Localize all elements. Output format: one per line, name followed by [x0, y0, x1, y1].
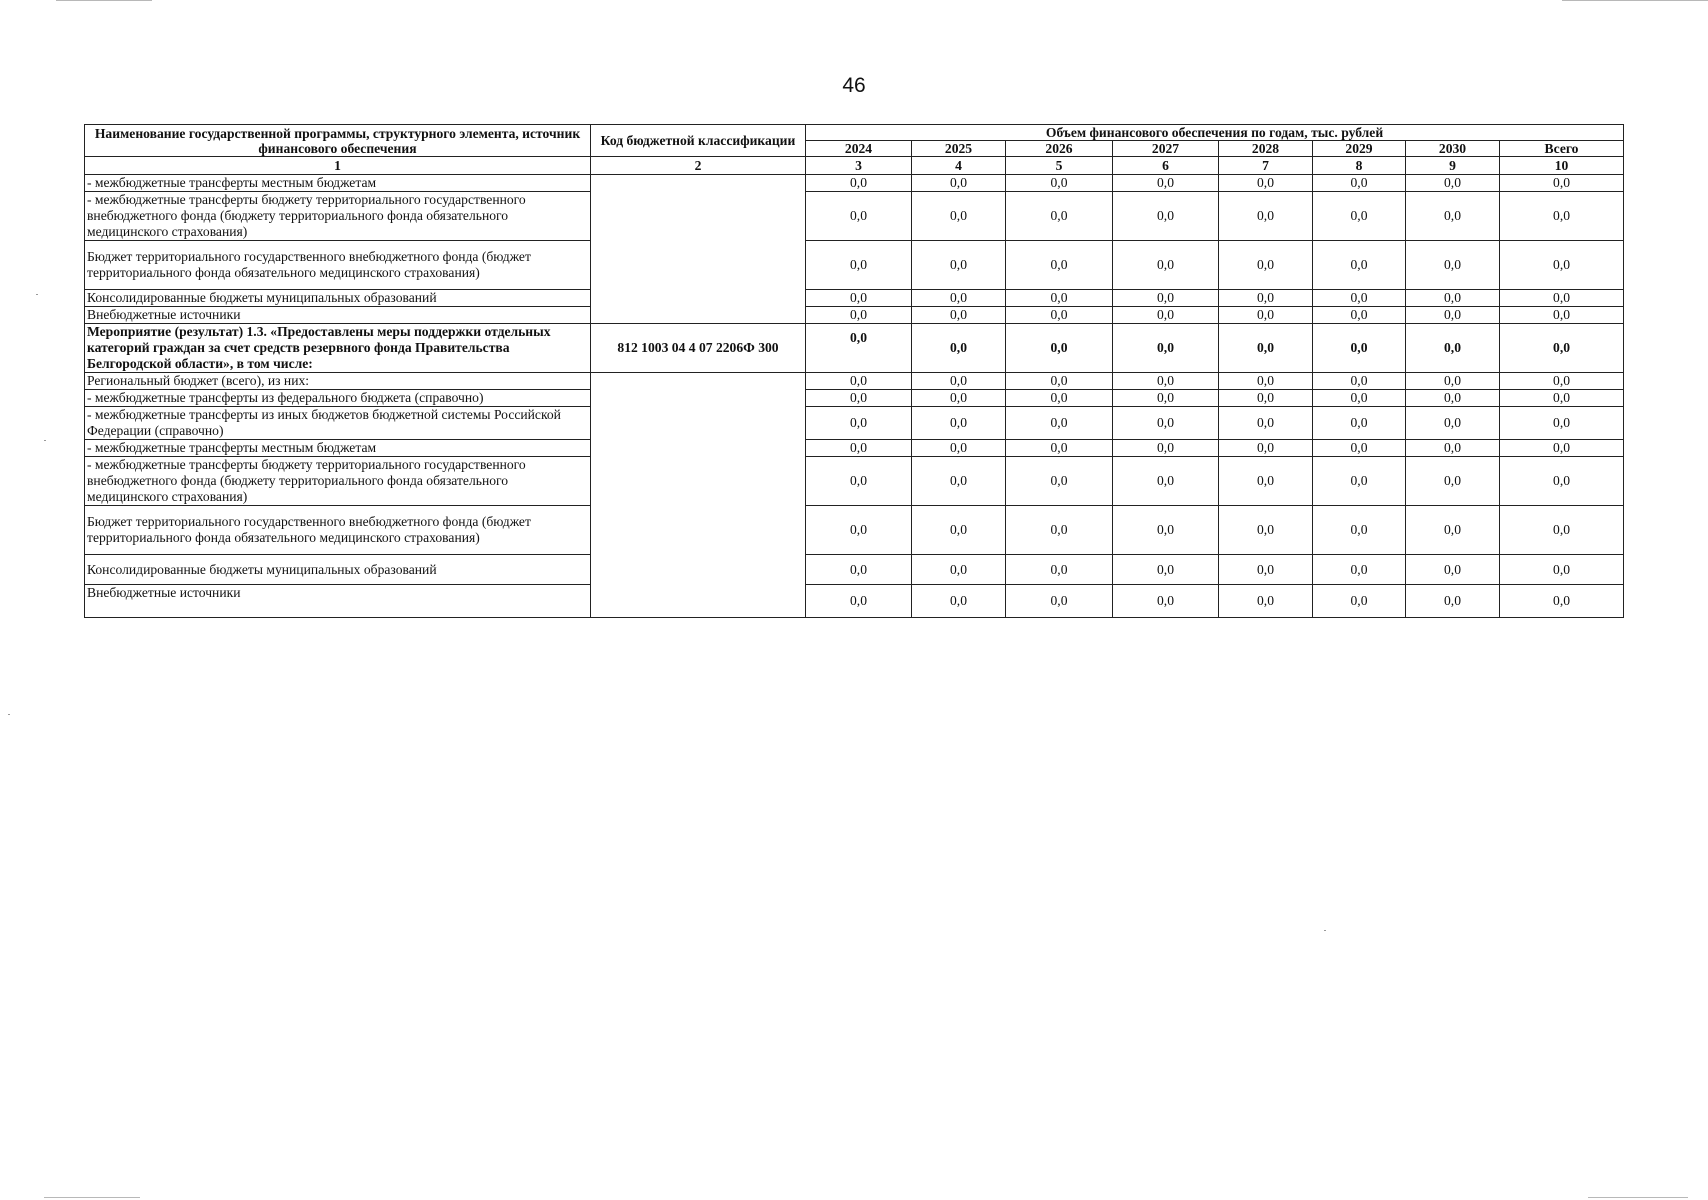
row-year-value: 0,0: [1006, 390, 1113, 407]
row-year-value: 0,0: [1406, 192, 1500, 241]
header-year: 2028: [1219, 141, 1313, 157]
row-year-value: 0,0: [912, 241, 1006, 290]
header-code: Код бюджетной классификации: [591, 125, 806, 157]
row-year-value: 0,0: [806, 241, 912, 290]
row-year-value: 0,0: [1006, 241, 1113, 290]
table-row: [85, 192, 1624, 241]
row-year-value: 0,0: [1406, 175, 1500, 192]
row-year-value: 0,0: [1219, 373, 1313, 390]
row-year-value: 0,0: [806, 290, 912, 307]
row-year-value: 0,0: [1406, 290, 1500, 307]
row-year-value: 0,0: [1313, 307, 1406, 324]
row-name: - межбюджетные трансферты местным бюджетам: [85, 175, 591, 192]
row-year-value: 0,0: [1219, 175, 1313, 192]
row-year-value: 0,0: [1006, 585, 1113, 618]
row-year-value: 0,0: [1219, 440, 1313, 457]
row-year-value: 0,0: [1313, 390, 1406, 407]
header-name: Наименование государственной программы, структурного элемента, источник финансового обеспечения: [85, 125, 591, 157]
row-year-value: 0,0: [1006, 373, 1113, 390]
row-year-value: 0,0: [806, 307, 912, 324]
row-year-value: 0,0: [1406, 241, 1500, 290]
table-row: [85, 585, 1624, 618]
row-year-value: 0,0: [806, 506, 912, 555]
row-year-value: 0,0: [1219, 324, 1313, 373]
row-year-value: 0,0: [1113, 307, 1219, 324]
row-year-value: 0,0: [912, 440, 1006, 457]
row-year-value: 0,0: [1406, 506, 1500, 555]
row-year-value: 0,0: [1406, 373, 1500, 390]
row-year-value: 0,0: [1113, 192, 1219, 241]
scan-edge-line: [1588, 1197, 1688, 1198]
row-year-value: 0,0: [806, 390, 912, 407]
scan-speck: [8, 714, 10, 715]
table-row: [85, 457, 1624, 506]
row-budget-code-empty: [591, 373, 806, 618]
row-total: 0,0: [1500, 192, 1624, 241]
row-year-value: 0,0: [1219, 585, 1313, 618]
row-year-value: 0,0: [1006, 307, 1113, 324]
row-year-value: 0,0: [1006, 192, 1113, 241]
row-year-value: 0,0: [912, 192, 1006, 241]
row-year-value: 0,0: [1113, 175, 1219, 192]
header-total: Всего: [1500, 141, 1624, 157]
row-year-value: 0,0: [1313, 373, 1406, 390]
row-name: Бюджет территориального государственного внебюджетного фонда (бюджет территориального фонда обязательного медицинского страхования): [85, 506, 591, 555]
row-year-value: 0,0: [1006, 555, 1113, 585]
table-row: [85, 290, 1624, 307]
row-year-value: 0,0: [1313, 585, 1406, 618]
row-year-value: 0,0: [1113, 290, 1219, 307]
row-name: Бюджет территориального государственного внебюджетного фонда (бюджет территориального фонда обязательного медицинского страхования): [85, 241, 591, 290]
row-year-value: 0,0: [1006, 457, 1113, 506]
row-year-value: 0,0: [806, 373, 912, 390]
header-index: 7: [1219, 157, 1313, 175]
header-year: 2025: [912, 141, 1006, 157]
row-year-value: 0,0: [1313, 175, 1406, 192]
header-index: 1: [85, 157, 591, 175]
row-total: 0,0: [1500, 390, 1624, 407]
header-index: 8: [1313, 157, 1406, 175]
row-year-value: 0,0: [1219, 192, 1313, 241]
row-year-value: 0,0: [1006, 506, 1113, 555]
row-year-value: 0,0: [806, 440, 912, 457]
row-year-value: 0,0: [1113, 390, 1219, 407]
row-year-value: 0,0: [912, 307, 1006, 324]
table-row: [85, 241, 1624, 290]
row-year-value: 0,0: [1113, 373, 1219, 390]
scan-edge-line: [44, 1197, 140, 1198]
row-total: 0,0: [1500, 585, 1624, 618]
row-year-value: 0,0: [1406, 407, 1500, 440]
row-year-value: 0,0: [806, 585, 912, 618]
header-index: 4: [912, 157, 1006, 175]
row-year-value: 0,0: [912, 407, 1006, 440]
row-year-value: 0,0: [1219, 390, 1313, 407]
row-year-value: 0,0: [1406, 307, 1500, 324]
table-row: [85, 324, 1624, 373]
row-year-value: 0,0: [1219, 241, 1313, 290]
header-year: 2026: [1006, 141, 1113, 157]
row-year-value: 0,0: [1006, 324, 1113, 373]
row-year-value: 0,0: [1313, 440, 1406, 457]
row-name: - межбюджетные трансферты из иных бюджетов бюджетной системы Российской Федерации (справочно): [85, 407, 591, 440]
row-year-value: 0,0: [1313, 506, 1406, 555]
table-row: [85, 390, 1624, 407]
row-year-value: 0,0: [1313, 407, 1406, 440]
row-year-value: 0,0: [1406, 390, 1500, 407]
table-body: [85, 175, 1624, 618]
row-year-value: 0,0: [912, 555, 1006, 585]
row-year-value: 0,0: [912, 290, 1006, 307]
row-year-value: 0,0: [1219, 290, 1313, 307]
row-year-value: 0,0: [1406, 555, 1500, 585]
financing-table: [84, 124, 1624, 618]
row-name: Внебюджетные источники: [85, 585, 591, 618]
scan-speck: [44, 440, 46, 441]
row-year-value: 0,0: [806, 192, 912, 241]
row-name: Внебюджетные источники: [85, 307, 591, 324]
row-name: - межбюджетные трансферты из федерального бюджета (справочно): [85, 390, 591, 407]
row-year-value: 0,0: [1113, 440, 1219, 457]
table-header: [85, 125, 1624, 175]
row-year-value: 0,0: [1006, 440, 1113, 457]
row-year-value: 0,0: [912, 457, 1006, 506]
row-total: 0,0: [1500, 373, 1624, 390]
row-year-value: 0,0: [912, 585, 1006, 618]
row-total: 0,0: [1500, 241, 1624, 290]
row-name: - межбюджетные трансферты бюджету территориального государственного внебюджетного фонда (бюджету территориального фонда обязательного медицинского страхования): [85, 457, 591, 506]
row-year-value: 0,0: [1113, 457, 1219, 506]
scan-edge-line: [56, 0, 152, 1]
scan-edge-line: [1562, 0, 1708, 1]
row-year-value: 0,0: [806, 175, 912, 192]
row-total: 0,0: [1500, 290, 1624, 307]
row-year-value: 0,0: [1219, 457, 1313, 506]
header-index: 9: [1406, 157, 1500, 175]
row-year-value: 0,0: [1113, 407, 1219, 440]
row-year-value: 0,0: [1406, 324, 1500, 373]
row-year-value: 0,0: [1113, 585, 1219, 618]
row-total: 0,0: [1500, 307, 1624, 324]
header-index: 3: [806, 157, 912, 175]
scan-speck: [36, 294, 38, 295]
row-year-value: 0,0: [1006, 407, 1113, 440]
table-row: [85, 307, 1624, 324]
table-row: [85, 175, 1624, 192]
row-year-value: 0,0: [1406, 457, 1500, 506]
header-index: 10: [1500, 157, 1624, 175]
row-name: Мероприятие (результат) 1.3. «Предоставлены меры поддержки отдельных категорий граждан за счет средств резервного фонда Правительства Белгородской области», в том числе:: [85, 324, 591, 373]
header-year: 2027: [1113, 141, 1219, 157]
row-year-value: 0,0: [1313, 555, 1406, 585]
header-index: 2: [591, 157, 806, 175]
row-name: - межбюджетные трансферты бюджету территориального государственного внебюджетного фонда (бюджету территориального фонда обязательного медицинского страхования): [85, 192, 591, 241]
table-row: [85, 555, 1624, 585]
row-year-value: 0,0: [1219, 555, 1313, 585]
row-total: 0,0: [1500, 440, 1624, 457]
row-year-value: 0,0: [1313, 241, 1406, 290]
row-year-value: 0,0: [1313, 324, 1406, 373]
row-year-value: 0,0: [1006, 175, 1113, 192]
row-year-value: 0,0: [1313, 192, 1406, 241]
row-year-value: 0,0: [806, 324, 912, 373]
row-budget-code-empty: [591, 175, 806, 324]
row-year-value: 0,0: [806, 555, 912, 585]
header-index: 6: [1113, 157, 1219, 175]
row-name: Региональный бюджет (всего), из них:: [85, 373, 591, 390]
row-year-value: 0,0: [912, 175, 1006, 192]
table-row: [85, 373, 1624, 390]
row-year-value: 0,0: [1219, 506, 1313, 555]
row-budget-code: 812 1003 04 4 07 2206Ф 300: [591, 324, 806, 373]
row-year-value: 0,0: [1406, 440, 1500, 457]
scan-speck: [1324, 930, 1326, 931]
row-year-value: 0,0: [1113, 241, 1219, 290]
row-year-value: 0,0: [1113, 506, 1219, 555]
table-row: [85, 440, 1624, 457]
row-year-value: 0,0: [1313, 290, 1406, 307]
page-number: 46: [842, 74, 866, 97]
header-volume: Объем финансового обеспечения по годам, тыс. рублей: [806, 125, 1624, 141]
row-name: Консолидированные бюджеты муниципальных образований: [85, 555, 591, 585]
row-year-value: 0,0: [1406, 585, 1500, 618]
row-total: 0,0: [1500, 324, 1624, 373]
row-total: 0,0: [1500, 175, 1624, 192]
header-year: 2024: [806, 141, 912, 157]
row-year-value: 0,0: [912, 390, 1006, 407]
row-year-value: 0,0: [912, 324, 1006, 373]
row-year-value: 0,0: [806, 457, 912, 506]
row-total: 0,0: [1500, 555, 1624, 585]
row-year-value: 0,0: [912, 506, 1006, 555]
row-year-value: 0,0: [1219, 407, 1313, 440]
row-total: 0,0: [1500, 457, 1624, 506]
row-year-value: 0,0: [1113, 555, 1219, 585]
row-year-value: 0,0: [1313, 457, 1406, 506]
row-total: 0,0: [1500, 407, 1624, 440]
header-year: 2030: [1406, 141, 1500, 157]
row-year-value: 0,0: [912, 373, 1006, 390]
row-total: 0,0: [1500, 506, 1624, 555]
row-name: Консолидированные бюджеты муниципальных образований: [85, 290, 591, 307]
row-year-value: 0,0: [1006, 290, 1113, 307]
table-row: [85, 506, 1624, 555]
header-year: 2029: [1313, 141, 1406, 157]
header-index: 5: [1006, 157, 1113, 175]
row-year-value: 0,0: [1219, 307, 1313, 324]
row-name: - межбюджетные трансферты местным бюджетам: [85, 440, 591, 457]
row-year-value: 0,0: [806, 407, 912, 440]
table-row: [85, 407, 1624, 440]
row-year-value: 0,0: [1113, 324, 1219, 373]
